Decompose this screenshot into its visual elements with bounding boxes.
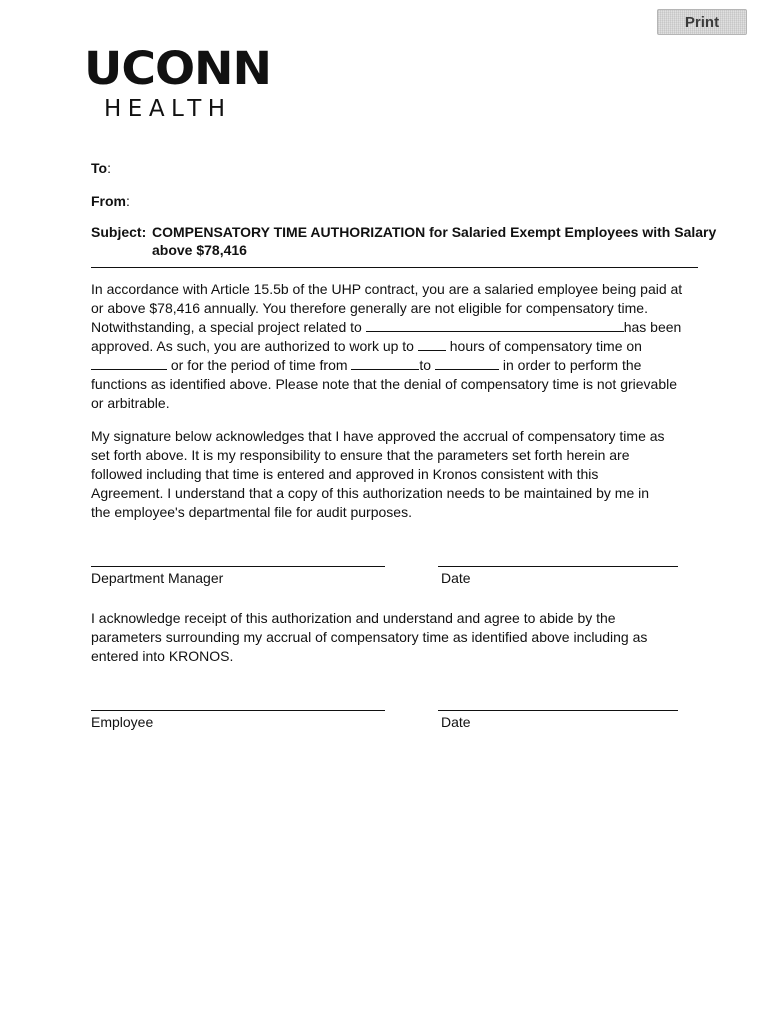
employee-date-line <box>438 710 678 711</box>
to-date-blank <box>435 357 499 370</box>
employee-signature-line <box>91 710 385 711</box>
from-date-blank <box>351 357 419 370</box>
hours-blank <box>418 338 446 351</box>
employee-signature-label: Employee <box>91 714 154 730</box>
logo-uconn-text: UCONN <box>84 42 272 95</box>
manager-signature-label: Department Manager <box>91 570 224 586</box>
employee-date-label: Date <box>441 714 471 730</box>
project-blank <box>366 319 624 332</box>
from-label: From <box>91 193 126 209</box>
to-label: To <box>91 160 108 176</box>
p1-text-5: to <box>419 357 432 373</box>
print-button[interactable]: Print <box>657 9 747 35</box>
subject-line <box>91 223 731 259</box>
manager-date-line <box>438 566 678 567</box>
logo-health-text: HEALTH <box>104 96 232 122</box>
paragraph-acknowledgement-employee: I acknowledge receipt of this authorization and understand and agree to abide by the parameters surrounding my accrual of compensatory time as identified above including as entered into KRONOS. <box>91 610 648 664</box>
header-divider <box>91 267 698 268</box>
paragraph-authorization <box>91 280 691 413</box>
to-colon: : <box>107 160 111 176</box>
date-on-blank <box>91 357 167 370</box>
p1-text-1: In accordance with Article 15.5b of the UHP contract, you are a salaried employee being paid at or above $78,416 annually. You therefore generally are not eligible for compensatory time. Notwithstanding, a special project related to <box>91 281 683 335</box>
manager-date-label: Date <box>441 570 471 586</box>
from-field <box>91 193 130 209</box>
paragraph-acknowledgement-manager: My signature below acknowledges that I have approved the accrual of compensatory time as set forth above. It is my responsibility to ensure that the parameters set forth herein are followed including that time is entered and approved in Kronos consistent with this Agreement. I understand that a copy of this authorization needs to be maintained by me in the employee's departmental file for audit purposes. <box>91 428 665 520</box>
p1-text-3: hours of compensatory time on <box>449 338 642 354</box>
subject-text: COMPENSATORY TIME AUTHORIZATION for Salaried Exempt Employees with Salary above $78,416 <box>152 224 717 258</box>
from-colon: : <box>126 193 130 209</box>
manager-signature-line <box>91 566 385 567</box>
p1-text-6: in order to perform the functions as identified above. Please note that the denial of compensatory time is not grievable or arbitrable. <box>91 357 678 411</box>
p1-text-4: or for the period of time from <box>170 357 348 373</box>
p1-text-2: has been approved. As such, you are authorized to work up to <box>91 319 682 354</box>
subject-label: Subject: <box>91 224 147 240</box>
uconn-health-logo <box>84 42 274 122</box>
to-field <box>91 160 111 176</box>
